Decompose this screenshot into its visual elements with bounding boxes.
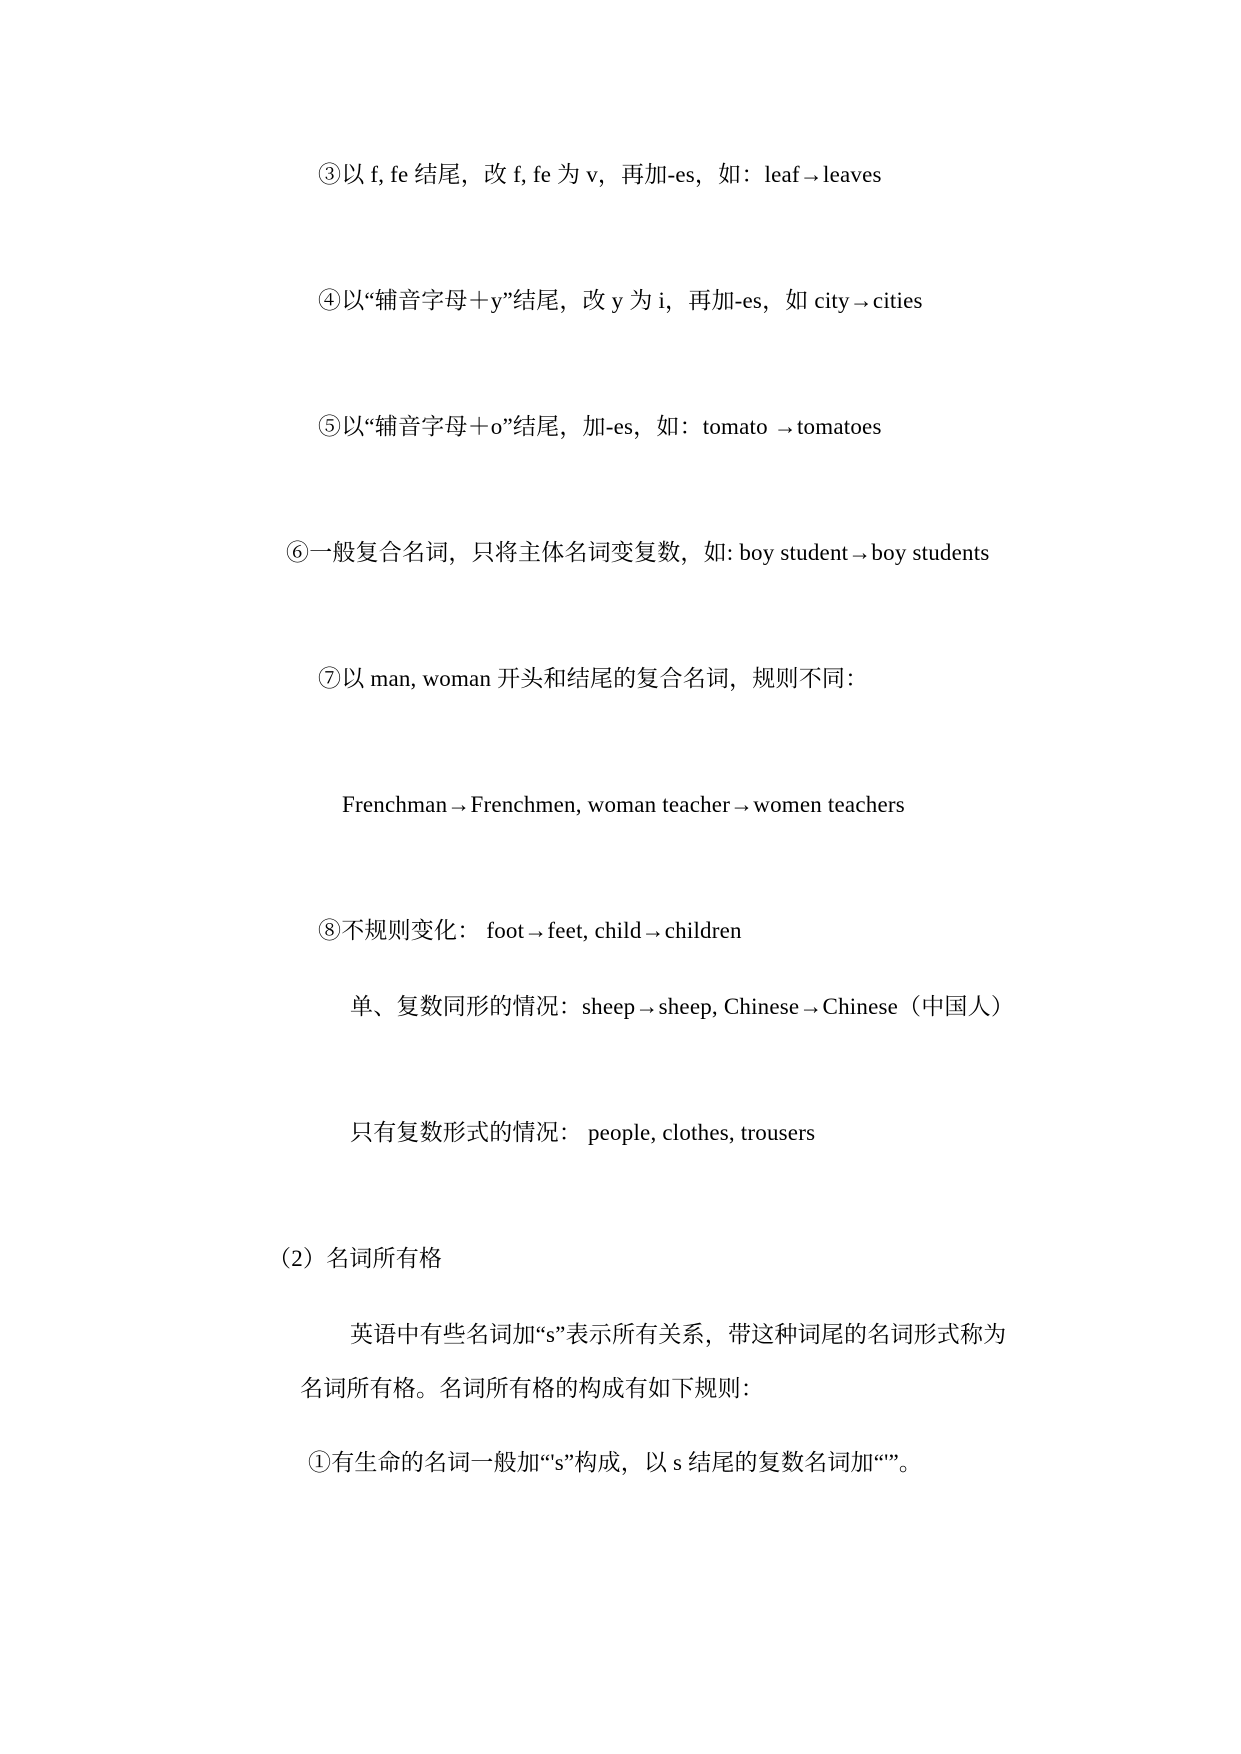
rule-4-consonant-y-ending: ④以“辅音字母＋y”结尾，改 y 为 i，再加-es，如 city→cities	[318, 288, 923, 313]
possessive-rule-1: ①有生命的名词一般加“'s”构成，以 s 结尾的复数名词加“'”。	[308, 1450, 923, 1475]
rule-7-examples: Frenchman→Frenchmen, woman teacher→women teachers	[342, 792, 905, 817]
plural-only-forms: 只有复数形式的情况： people, clothes, trousers	[350, 1120, 816, 1145]
rule-8-irregular: ⑧不规则变化： foot→feet, child→children	[318, 918, 742, 943]
same-singular-plural: 单、复数同形的情况：sheep→sheep, Chinese→Chinese（中国人）	[350, 994, 1015, 1019]
rule-6-compound-nouns: ⑥一般复合名词，只将主体名词变复数，如: boy student→boy students	[286, 540, 990, 565]
rule-3-f-fe-ending: ③以 f, fe 结尾，改 f, fe 为 v，再加-es，如：leaf→leaves	[318, 162, 882, 187]
section-heading-possessive: （2）名词所有格	[268, 1246, 443, 1271]
possessive-intro-line-2: 名词所有格。名词所有格的构成有如下规则：	[300, 1376, 764, 1401]
rule-7-man-woman-compounds: ⑦以 man, woman 开头和结尾的复合名词，规则不同：	[318, 666, 869, 691]
rule-5-consonant-o-ending: ⑤以“辅音字母＋o”结尾，加-es，如：tomato →tomatoes	[318, 414, 882, 439]
possessive-intro-line-1: 英语中有些名词加“s”表示所有关系，带这种词尾的名词形式称为	[350, 1322, 1007, 1347]
